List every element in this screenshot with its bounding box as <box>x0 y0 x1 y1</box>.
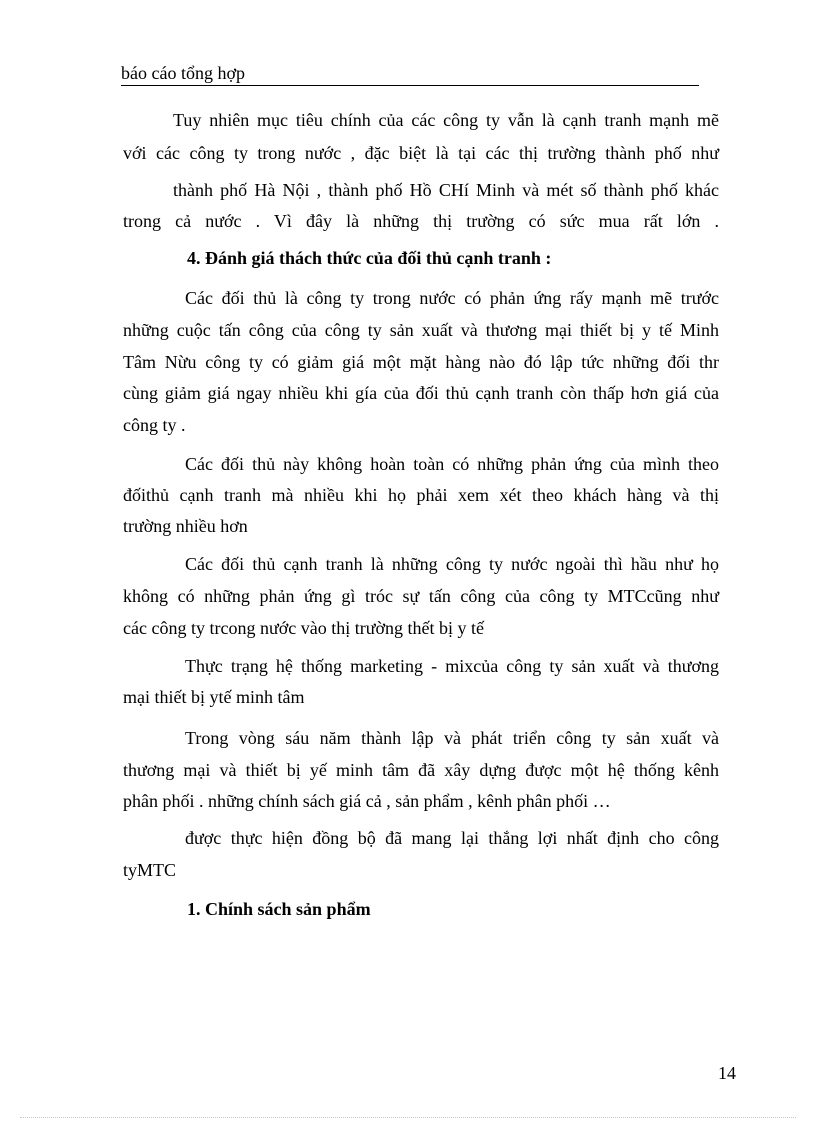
page-number: 14 <box>718 1063 736 1083</box>
paragraph-line: Các đối thủ cạnh tranh là những công ty nước ngoài thì hầu như họ <box>185 554 719 574</box>
paragraph-line: Các đối thủ là công ty trong nước có phản ứng rấy mạnh mẽ trước <box>185 288 719 308</box>
paragraph-line: Trong vòng sáu năm thành lập và phát triển công ty sản xuất và <box>185 728 719 748</box>
paragraph-line: mại thiết bị ytế minh tâm <box>123 687 305 707</box>
paragraph-line: được thực hiện đồng bộ đã mang lại thắng lợi nhất định cho công <box>185 828 719 848</box>
section-heading: 1. Chính sách sản phẩm <box>187 899 371 919</box>
paragraph-line: thành phố Hà Nội , thành phố Hồ CHí Minh và mét số thành phố khác <box>173 180 719 200</box>
paragraph-line: phân phối . những chính sách giá cả , sản phẩm , kênh phân phối … <box>123 791 611 811</box>
paragraph-line: Các đối thủ này không hoàn toàn có những phản ứng của mình theo <box>185 454 719 474</box>
paragraph-line: không có những phản ứng gì tróc sự tấn công của công ty MTCcũng như <box>123 586 719 606</box>
paragraph-line: những cuộc tấn công của công ty sản xuất và thương mại thiết bị y tế Minh <box>123 320 719 340</box>
paragraph-line: các công ty trcong nước vào thị trường thết bị y tế <box>123 618 484 638</box>
paragraph-line: thương mại và thiết bị yế minh tâm đã xây dựng được một hệ thống kênh <box>123 760 719 780</box>
paragraph-line: Thực trạng hệ thống marketing - mixcủa công ty sản xuất và thương <box>185 656 719 676</box>
section-heading: 4. Đánh giá thách thức của đối thủ cạnh tranh : <box>187 248 552 268</box>
paragraph-line: với các công ty trong nước , đặc biệt là tại các thị trường thành phố như <box>123 143 719 163</box>
paragraph-line: tyMTC <box>123 860 177 880</box>
page-header: báo cáo tổng hợp <box>121 62 699 86</box>
paragraph-line: trong cả nước . Vì đây là những thị trường có sức mua rất lớn . <box>123 211 719 231</box>
paragraph-line: Tâm Nừu công ty có giảm giá một mặt hàng nào đó lập tức những đối thr <box>123 352 719 372</box>
paragraph-line: Tuy nhiên mục tiêu chính của các công ty vẫn là cạnh tranh mạnh mẽ <box>173 110 719 130</box>
paragraph-line: trường nhiều hơn <box>123 516 248 536</box>
page-bottom-border <box>20 1117 796 1118</box>
paragraph-line: cùng giảm giá ngay nhiều khi gía của đối thủ cạnh tranh còn thấp hơn giá của <box>123 383 719 403</box>
paragraph-line: công ty . <box>123 415 186 435</box>
paragraph-line: đốithủ cạnh tranh mà nhiều khi họ phải xem xét theo khách hàng và thị <box>123 485 719 505</box>
